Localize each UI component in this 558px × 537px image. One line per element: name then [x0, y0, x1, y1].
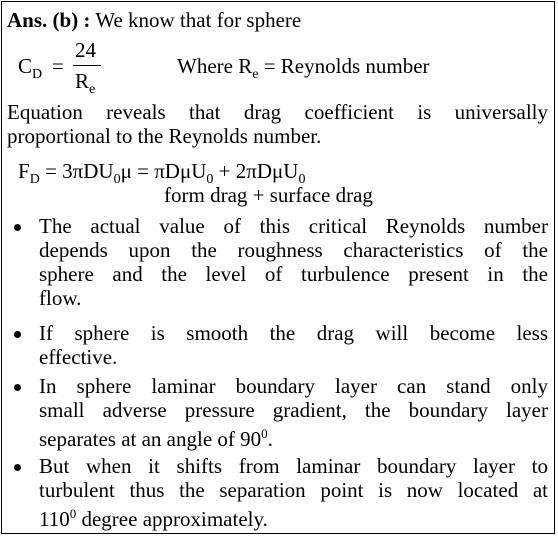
bullet-4-line-1: But when it shifts from laminar boundary layer to — [39, 454, 548, 478]
bullet-1-line-4: flow. — [39, 286, 82, 310]
bullet-dot — [14, 331, 21, 338]
bullet-1-line-2: depends upon the roughness characteristics of the — [39, 238, 548, 262]
bullet-4-line-3: $110^0$ degree approximately. — [39, 506, 268, 531]
bullet-2-line-2: effective. — [39, 345, 118, 369]
answer-label: Ans. (b) : — [7, 8, 91, 32]
bullet-2-line-1: If sphere is smooth the drag will become less — [39, 321, 548, 345]
answer-box — [1, 1, 555, 534]
bullet-dot — [14, 224, 21, 231]
statement-line-1: Equation reveals that drag coefficient is universally — [7, 100, 548, 124]
cd-symbol: $C_D$ — [18, 54, 43, 82]
bullet-4-line-2: turbulent thus the separation point is now located at — [39, 478, 548, 502]
formula-caption: form drag + surface drag — [164, 183, 373, 207]
fraction-numerator: 24 — [75, 38, 96, 62]
where-clause: Where $R_e$ = Reynolds number — [177, 54, 430, 82]
bullet-1-line-3: sphere and the level of turbulence present in the — [39, 262, 548, 286]
bullet-3-line-1: In sphere laminar boundary layer can stand only — [39, 374, 548, 398]
bullet-3-line-3: separates at an angle of $90^0$. — [39, 426, 273, 451]
fraction-bar — [73, 65, 101, 66]
bullet-3-line-2: small adverse pressure gradient, the boundary layer — [39, 398, 548, 422]
bullet-1-line-1: The actual value of this critical Reynolds number — [39, 214, 548, 238]
fraction-denominator: $R_e$ — [75, 69, 96, 97]
statement-line-2: proportional to the Reynolds number. — [7, 124, 322, 148]
answer-intro: We know that for sphere — [95, 8, 302, 32]
bullet-dot — [14, 384, 21, 391]
drag-force-formula: $F_D = 3\pi DU_0\mu = \pi D\mu U_0 + 2\pi D\mu U_0$ — [18, 159, 306, 187]
answer-header — [7, 8, 301, 32]
bullet-dot — [14, 464, 21, 471]
equals-sign: = — [52, 54, 64, 78]
